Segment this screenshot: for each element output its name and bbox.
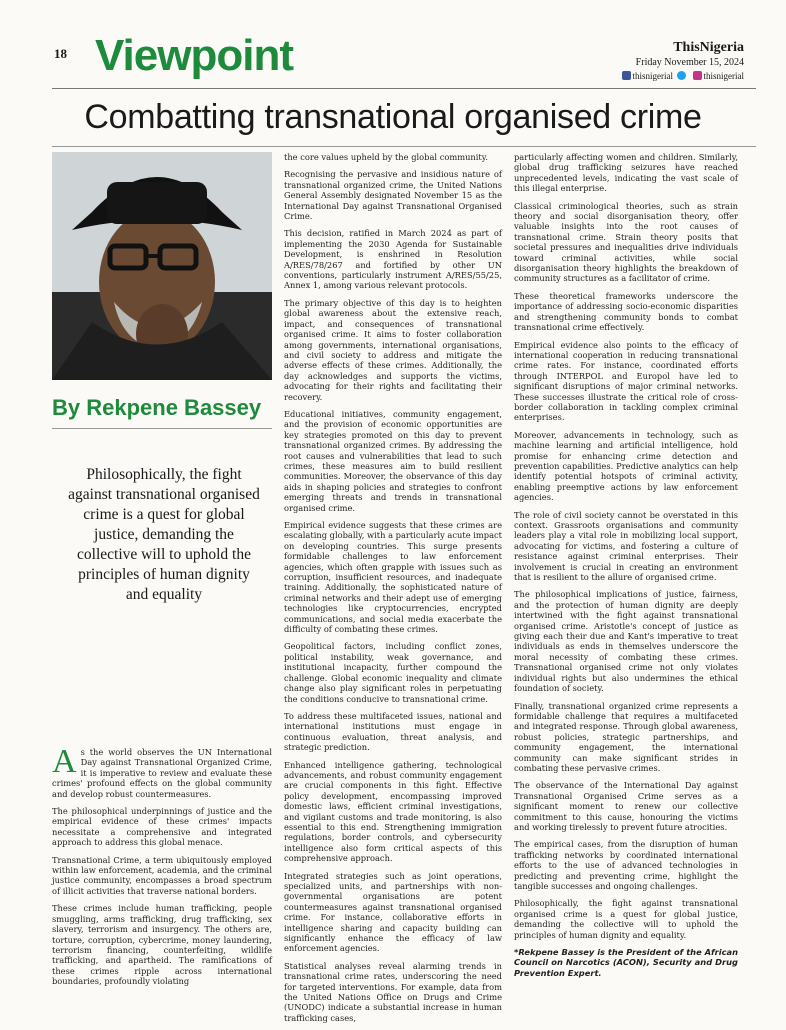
brand-name: ThisNigeria <box>673 40 744 55</box>
instagram-icon <box>693 71 702 80</box>
article-column-2 <box>284 152 502 1030</box>
paragraph: Enhanced intelligence gathering, technological advancements, and robust community engagement are crucial components in this fight. Effective policy development, encompassing improved domestic laws, efficient criminal investigations, and vigilant customs and trade monitoring, is also essential to this end. Strengthening immigration regulations, border controls, and cybersecurity intelligence also form critical aspects of this comprehensive approach. <box>284 759 502 864</box>
paragraph: These crimes include human trafficking, people smuggling, arms trafficking, drug trafficking, sex slavery, terrorism and insurgency. The others are, torture, corruption, cybercrime, money laundering, terrorism financing, counterfeiting, wildlife trafficking, and apartheid. The ramifications of these crimes ripple across international boundaries, profoundly violating <box>52 903 272 987</box>
header-divider <box>52 88 756 89</box>
author-note: *Rekpene Bassey is the President of the African Council on Narcotics (ACON), Security and Drug Prevention Expert. <box>514 947 738 978</box>
paragraph: This decision, ratified in March 2024 as part of implementing the 2030 Agenda for Sustainable Development, is enshrined in Resolution A/RES/78/267 and fortified by other UN conventions, particularly instrument A/RES/55/25, Annex 1, among various relevant protocols. <box>284 228 502 291</box>
paragraph: The observance of the International Day against Transnational Organised Crime serves as a significant moment to renew our collective commitment to this cause, honouring the victims and working tirelessly to prevent future atrocities. <box>514 780 738 832</box>
pull-quote: Philosophically, the fight against transnational organised crime is a quest for global justice, demanding the collective will to uphold the principles of human dignity and equality <box>68 466 260 603</box>
page-number: 18 <box>54 46 67 61</box>
paragraph: Geopolitical factors, including conflict zones, political instability, weak governance, and institutional incapacity, further compound the challenge. Global economic inequality and climate change also play significant roles in perpetuating the conditions conducive to transnational crime. <box>284 641 502 704</box>
paragraph: Finally, transnational organized crime represents a formidable challenge that requires a multifaceted and integrated response. Through global awareness, robust policies, strategic partnerships, and community engagement, the international community can make significant strides in combating these pervasive crimes. <box>514 700 738 773</box>
facebook-icon <box>622 71 631 80</box>
byline-divider <box>52 428 272 429</box>
paragraph: Recognising the pervasive and insidious nature of transnational organized crime, the United Nations General Assembly designated November 15 as the International Day against Transnational Organised Crime. <box>284 169 502 222</box>
paragraph: Classical criminological theories, such as strain theory and social disorganisation theory, offer valuable insights into the root causes of transnational crime. Strain theory posits that societal pressures and inequalities drive individuals toward criminal activities, while social disorganisation theory highlights the breakdown of community structures as a facilitator of crime. <box>514 200 738 284</box>
author-portrait-illustration <box>52 152 272 380</box>
twitter-icon <box>677 71 686 80</box>
article-column-3 <box>514 152 738 985</box>
social-handles <box>620 71 745 81</box>
paragraph: particularly affecting women and children. Similarly, global drug trafficking seizures have reached unprecedented levels, indicating the vast scale of this illegal enterprise. <box>514 152 738 194</box>
paragraph: Philosophically, the fight against transnational organised crime is a quest for global justice, demanding the collective will to uphold the principles of human dignity and equality. <box>514 898 738 940</box>
paragraph: Transnational Crime, a term ubiquitously employed within law enforcement, academia, and the criminal justice community, encompasses a broad spectrum of illicit activities that traverse national borders. <box>52 854 272 896</box>
paragraph: The philosophical underpinnings of justice and the empirical evidence of these crimes' impacts necessitate a comprehensive and integrated approach to address this global menace. <box>52 806 272 848</box>
paragraph: Integrated strategies such as joint operations, specialized units, and partnerships with non-governmental organisations are potent countermeasures against transnational organised crime. For instance, collaborative efforts in intelligence sharing and capacity building can significantly enhance the efficacy of law enforcement agencies. <box>284 870 502 954</box>
byline: By Rekpene Bassey <box>52 395 262 420</box>
author-photo <box>52 152 272 380</box>
paragraph: the core values upheld by the global community. <box>284 152 488 162</box>
paragraph: To address these multifaceted issues, national and international institutions must engage in continuous evaluation, threat analysis, and strategic prediction. <box>284 710 502 753</box>
paragraph: Statistical analyses reveal alarming trends in transnational crime rates, underscoring the need for targeted interventions. For example, data from the United Nations Office on Drugs and Crime (UNODC) indicate a substantial increase in human trafficking cases, <box>284 960 502 1023</box>
paragraph: The philosophical implications of justice, fairness, and the protection of human dignity are deeply intertwined with the fight against transnational organised crime. Aristotle's concept of justice as giving each their due and Kant's imperative to treat individuals as ends in themselves underscore the moral necessity of combating these crimes. Transnational organised crime not only violates individual rights but also undermines the ethical foundation of society. <box>514 589 738 694</box>
paragraph: As the world observes the UN International Day against Transnational Organized Crime, it is imperative to review and evaluate these crimes' profound effects on the global community and develop robust countermeasures. <box>52 743 272 799</box>
article-column-1 <box>52 743 272 994</box>
paragraph: Educational initiatives, community engagement, and the provision of economic opportunities are key strategies promoted on this day to prevent transnational organized crimes. By addressing the root causes and vulnerabilities that lead to such crimes, these measures aim to build resilient communities. Moreover, the observance of this day aids in shaping policies and strategies to confront emerging threats and trends in transnational organised crime. <box>284 408 502 513</box>
section-title: Viewpoint <box>95 31 293 80</box>
paragraph: The role of civil society cannot be overstated in this context. Grassroots organisations and community leaders play a vital role in mobilizing local support, advocating for victims, and fostering a culture of resistance against criminal enterprises. Their involvement is crucial in creating an environment that is resilient to the allure of organised crime. <box>514 509 738 583</box>
paragraph: Empirical evidence also points to the efficacy of international cooperation in reducing transnational crime rates. For instance, coordinated efforts through INTERPOL and Europol have led to significant disruptions of major criminal networks. These successes illustrate the critical role of cross-border collaboration in tackling complex criminal enterprises. <box>514 339 738 423</box>
facebook-handle: thisnigerial <box>632 71 673 81</box>
instagram-handle: thisnigerial <box>703 71 744 81</box>
issue-date: Friday November 15, 2024 <box>635 57 744 68</box>
masthead <box>620 40 745 81</box>
paragraph: Moreover, advancements in technology, such as machine learning and artificial intelligence, hold promise for enhancing crime detection and prevention capabilities. Predictive analytics can help identify potential hotspots of criminal activity, enabling preemptive actions by law enforcement agencies. <box>514 429 738 503</box>
paragraph: The primary objective of this day is to heighten global awareness about the extensive reach, impact, and consequences of transnational organised crime. It aims to foster collaboration among governments, international organisations, and civil society to address and mitigate the adverse effects of these crimes. Additionally, the day acknowledges and supports the victims, advocating for their rights and facilitating their recovery. <box>284 297 502 402</box>
paragraph: The empirical cases, from the disruption of human trafficking networks by coordinated international efforts to the use of advanced technologies in predicting and preventing crime, highlight the tangible successes and ongoing challenges. <box>514 839 738 891</box>
paragraph: These theoretical frameworks underscore the importance of addressing socio-economic disparities and strengthening community bonds to combat transnational crime effectively. <box>514 290 738 333</box>
headline-divider <box>52 146 756 147</box>
drop-cap: A <box>52 743 77 780</box>
headline: Combatting transnational organised crime <box>84 98 702 136</box>
paragraph: Empirical evidence suggests that these crimes are escalating globally, with a particularly acute impact on developing countries. This surge presents formidable challenges to law enforcement agencies, which often grapple with issues such as corruption, insufficient resources, and inadequate training. Additionally, the sophisticated nature of criminal networks and their adept use of emerging technologies like cryptocurrencies, encrypted communications, and social media exacerbate the difficulty of combating these crimes. <box>284 520 503 635</box>
